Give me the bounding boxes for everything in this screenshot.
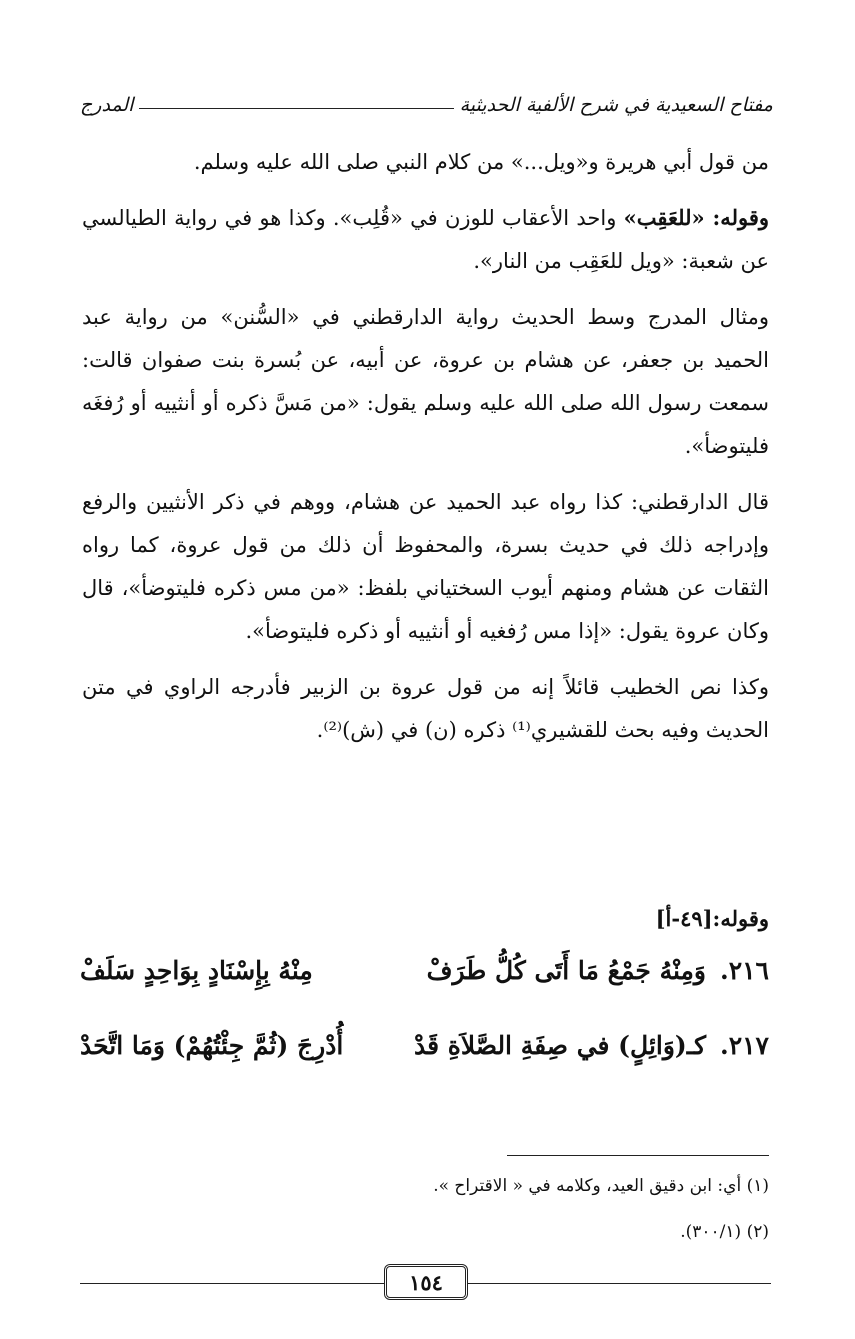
verse-first-hemistich: كـ(وَائِلٍ) في صِفَةِ الصَّلاَةِ قَدْ bbox=[413, 1030, 706, 1060]
verse-number: ٢١٧. bbox=[719, 1030, 769, 1060]
body-text bbox=[82, 140, 769, 764]
paragraph-text: من قول أبي هريرة و«ويل...» من كلام النبي صلى الله عليه وسلم. bbox=[193, 150, 769, 174]
header-section-title: المدرج bbox=[80, 94, 134, 116]
footer-rule-right bbox=[468, 1283, 771, 1284]
verse-217 bbox=[80, 1020, 769, 1070]
paragraph-2 bbox=[82, 196, 769, 283]
footnote-rule bbox=[507, 1155, 769, 1156]
paragraph-text: وكذا نص الخطيب قائلاً إنه من قول عروة بن الزبير فأدرجه الراوي في متن الحديث وفيه بحث للقشيري⁽¹⁾ ذكره (ن) في (ش)⁽²⁾. bbox=[82, 675, 769, 742]
page-number: ١٥٤ bbox=[384, 1264, 468, 1300]
verse-second-hemistich: أُدْرِجَ (ثُمَّ جِئْتُهُمْ) وَمَا اتَّحَدْ bbox=[80, 1030, 344, 1060]
header-book-title: مفتاح السعيدية في شرح الألفية الحديثية bbox=[459, 94, 773, 116]
footnote-2: (٢) (٣٠٠/١). bbox=[680, 1222, 769, 1242]
paragraph-text: ومثال المدرج وسط الحديث رواية الدارقطني في «السُّنن» من رواية عبد الحميد بن جعفر، عن هشام بن عروة، عن أبيه، عن بُسرة بنت صفوان قالت: سمعت رسول الله صلى الله عليه وسلم يقول: «من مَسَّ ذكره أو أنثييه أو رُفغَه فليتوضأ». bbox=[82, 305, 769, 458]
running-header bbox=[80, 86, 773, 116]
verse-second-hemistich: مِنْهُ بِإِسْنَادٍ بِوَاحِدٍ سَلَفْ bbox=[80, 955, 313, 985]
verse-number: ٢١٦. bbox=[719, 955, 769, 985]
verse-216 bbox=[80, 945, 769, 995]
verse-label: وقوله:[٤٩-أ] bbox=[655, 906, 769, 931]
footer-rule-left bbox=[80, 1283, 384, 1284]
verse-first-hemistich-wrap bbox=[343, 1031, 769, 1060]
verse-first-hemistich: وَمِنْهُ جَمْعُ مَا أَتَى كُلُّ طَرَفْ bbox=[426, 955, 706, 985]
header-rule bbox=[139, 108, 453, 109]
paragraph-1 bbox=[82, 140, 769, 184]
verse-first-hemistich-wrap bbox=[313, 956, 769, 985]
paragraph-lead: وقوله: «للعَقِب» bbox=[623, 205, 769, 230]
paragraph-5 bbox=[82, 665, 769, 752]
paragraph-3 bbox=[82, 295, 769, 468]
paragraph-text: قال الدارقطني: كذا رواه عبد الحميد عن هشام، ووهم في ذكر الأنثيين والرفع وإدراجه ذلك في حديث بسرة، والمحفوظ أن ذلك من قول عروة، كما رواه الثقات عن هشام ومنهم أيوب السختياني بلفظ: «من مس ذكره فليتوضأ»، قال وكان عروة يقول: «إذا مس رُفغيه أو أنثييه أو ذكره فليتوضأ». bbox=[82, 490, 769, 643]
paragraph-text: واحد الأعقاب للوزن في «قُلِب». وكذا هو في رواية الطيالسي عن شعبة: «ويل للعَقِب من النار». bbox=[82, 206, 769, 273]
paragraph-4 bbox=[82, 480, 769, 653]
footnote-1: (١) أي: ابن دقيق العيد، وكلامه في « الاقتراح ». bbox=[433, 1176, 769, 1196]
